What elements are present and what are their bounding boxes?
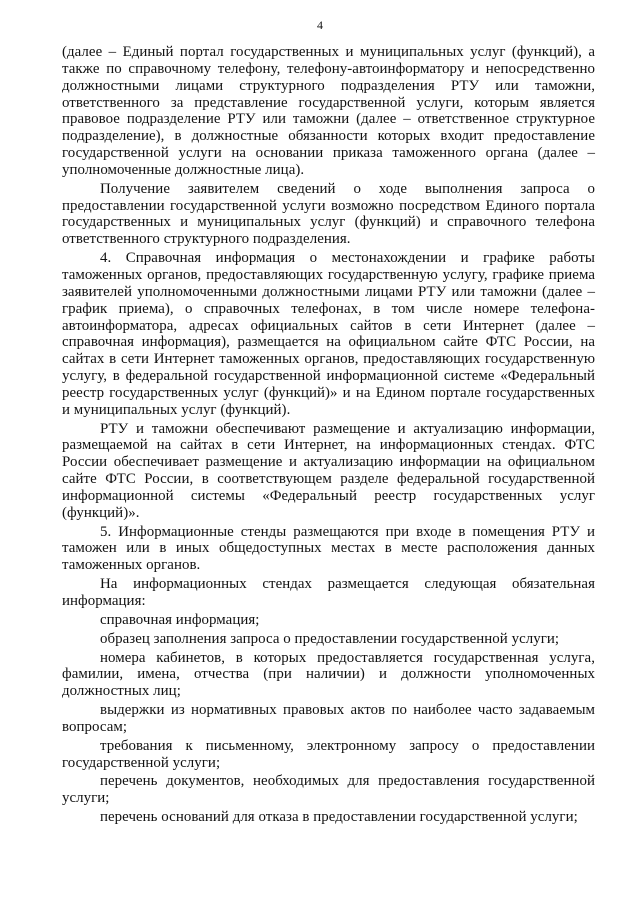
list-item: номера кабинетов, в которых предоставляется государственная услуга, фамилии, имена, отчества (при наличии) и должности уполномоченных должностных лиц; bbox=[62, 649, 595, 700]
list-item: справочная информация; bbox=[100, 611, 260, 628]
paragraph-stand-info-intro: На информационных стендах размещается следующая обязательная информация: bbox=[62, 576, 595, 609]
list-item: образец заполнения запроса о предоставлении государственной услуги; bbox=[100, 630, 560, 647]
paragraph-website-updates: РТУ и таможни обеспечивают размещение и актуализацию информации, размещаемой на сайтах в сети Интернет, на информационных стендах. ФТС России обеспечивает размещение и актуализацию информации на официальном сайте ФТС России, в соответствующем разделе федеральной государственной информационной системы «Федеральный реестр государственных услуг (функций)». bbox=[62, 420, 595, 521]
paragraph-continuation: (далее – Единый портал государственных и муниципальных услуг (функций), а также по справочному телефону, телефону-автоинформатору и непосредственно должностными лицами структурного подразделения РТУ или таможни, ответственного за представление государственной услуги, которым является правовое подразделение РТУ или таможни (далее – ответственное структурное подразделение), в должностные обязанности которых входит предоставление государственной услуги на основании приказа таможенного органа (далее – уполномоченные должностные лица). bbox=[62, 44, 595, 178]
paragraph-section-4: 4. Справочная информация о местонахождении и графике работы таможенных органов, предоставляющих государственную услугу, графике приема заявителей уполномоченными должностными лицами РТУ или таможни (далее – график приема), о справочных телефонах, в том числе номере телефона-автоинформатора, адресах официальных сайтов в сети Интернет (далее – справочная информация), размещается на официальном сайте ФТС России, на сайтах в сети Интернет таможенных органов, предоставляющих государственную услугу, в федеральной государственной информационной системе «Федеральный реестр государственных услуг (функций)» и на Едином портале государственных и муниципальных услуг (функций). bbox=[62, 250, 595, 418]
list-item: выдержки из нормативных правовых актов по наиболее часто задаваемым вопросам; bbox=[62, 702, 595, 735]
paragraph-section-5: 5. Информационные стенды размещаются при входе в помещения РТУ и таможен или в иных общедоступных местах в месте расположения данных таможенных органов. bbox=[62, 523, 595, 574]
list-item: перечень документов, необходимых для предоставления государственной услуги; bbox=[62, 773, 595, 807]
paragraph-request-status: Получение заявителем сведений о ходе выполнения запроса о предоставлении государственной услуги возможно посредством Единого портала государственных и муниципальных услуг (функций) и справочного телефона ответственного структурного подразделения. bbox=[62, 180, 595, 248]
page-number: 4 bbox=[317, 18, 323, 32]
list-item: требования к письменному, электронному запросу о предоставлении государственной услуги; bbox=[62, 737, 595, 771]
document-body bbox=[62, 44, 595, 828]
list-item: перечень оснований для отказа в предоставлении государственной услуги; bbox=[100, 809, 578, 826]
